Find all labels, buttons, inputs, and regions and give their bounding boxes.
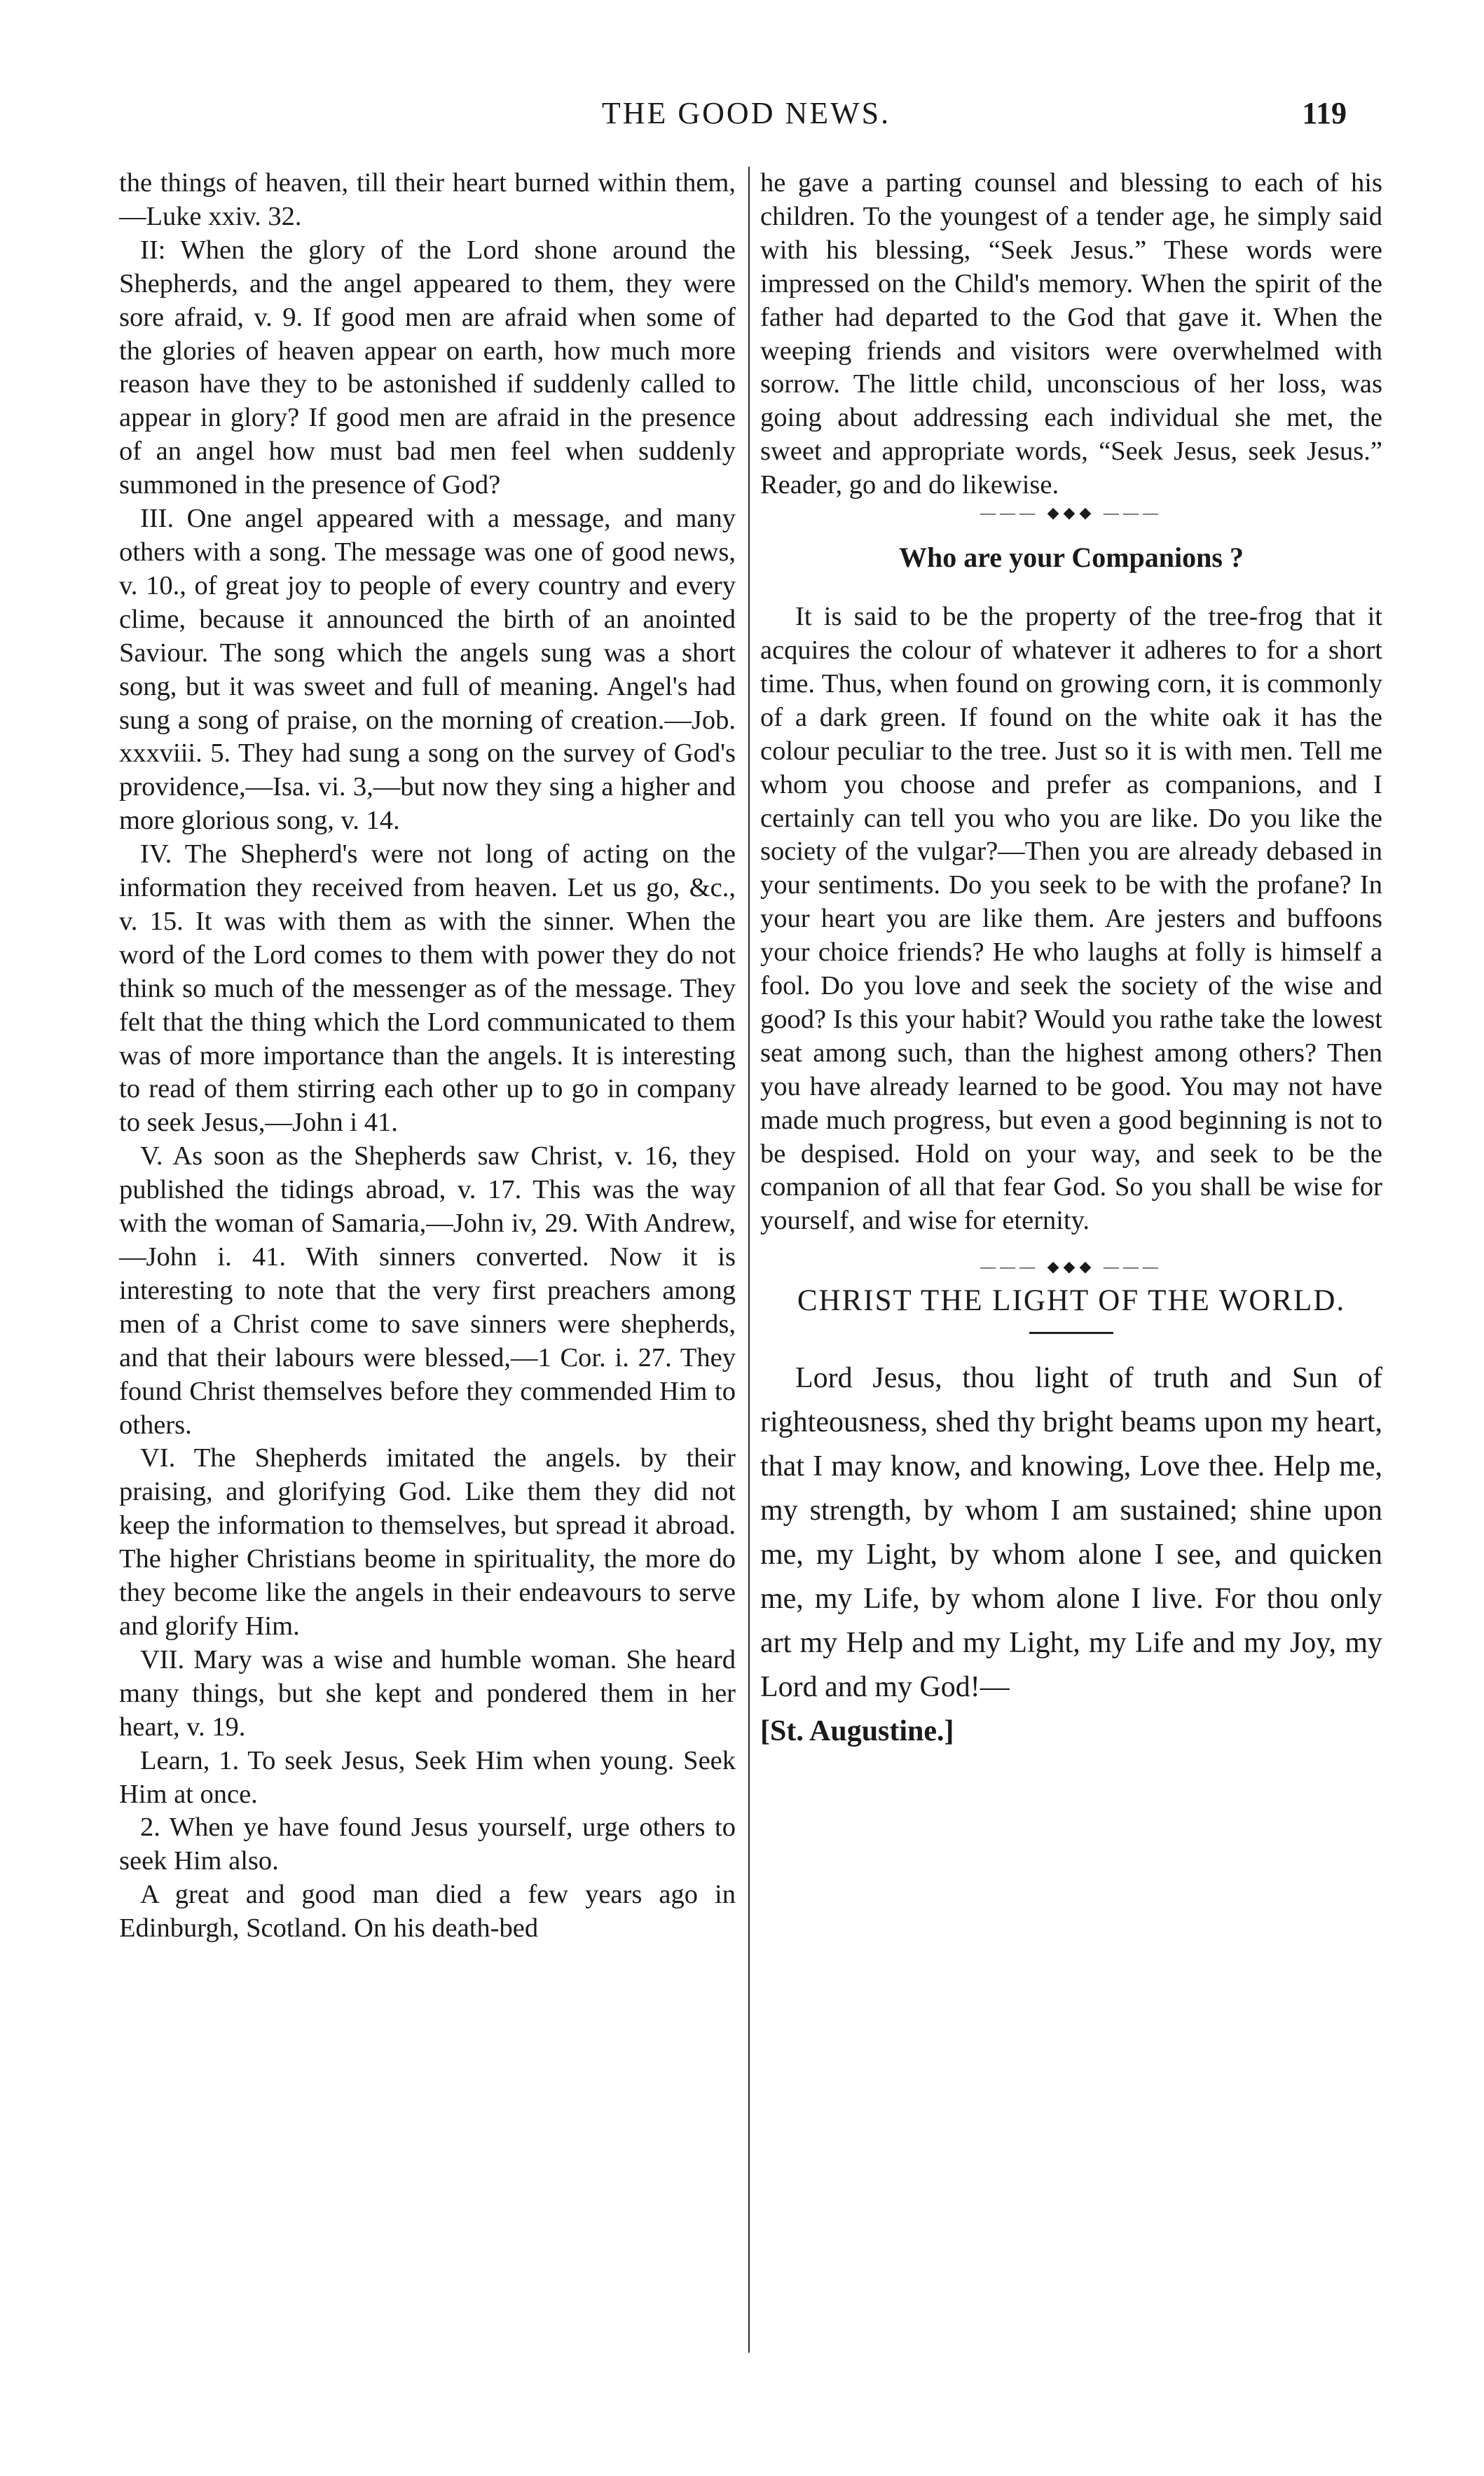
left-paragraph-vi: VI. The Shepherds imitated the angels. by their praising, and glorifying God. Like them they did not keep the information to themselves, but spread it abroad. The higher Christians beome in spirituality, the more do they become like the angels in their endeavours to serve and glorify Him. <box>119 1443 736 1641</box>
page-header <box>119 90 1373 146</box>
right-paragraph-continuation: he gave a parting counsel and blessing to each of his children. To the youngest of a tender age, he simply said with his blessing, “Seek Jesus.” These words were impressed on the Child's memory. When the spirit of the father had departed to the God that gave it. When the weeping friends and visitors were overwhelmed with sorrow. The little child, unconscious of her loss, was going about addressing each individual she met, the sweet and appropriate words, “Seek Jesus, seek Jesus.” Reader, go and do likewise. <box>760 168 1382 500</box>
prayer-paragraph: Lord Jesus, thou light of truth and Sun of righteousness, shed thy bright beams upon my heart, that I may know, and knowing, Love thee. Help me, my strength, by whom I am sustained; shine upon me, my Light, by whom alone I see, and quicken me, my Life, by whom alone I live. For thou only art my Help and my Light, my Life and my Joy, my Lord and my God!— <box>760 1362 1382 1704</box>
companions-paragraph: It is said to be the property of the tree-frog that it acquires the colour of whatever it adheres to for a short time. Thus, when found on growing corn, it is commonly of a dark green. If found on the white oak it has the colour peculiar to the tree. Just so it is with men. Tell me whom you choose and prefer as companions, and I certainly can tell you who you are like. Do you like the society of the vulgar?—Then you are already debased in your sentiments. Do you seek to be with the profane? In your heart you are like them. Are jesters and buffoons your choice friends? He who laughs at folly is himself a fool. Do you love and seek the society of the wise and good? Is this your habit? Would you rathe take the lowest seat among such, than the highest among others? Then you have already learned to be good. You may not have made much progress, but even a good beginning is not to be despised. Hold on your way, and seek to be the companion of all that fear God. So you shall be wise for yourself, and wise for eternity. <box>760 602 1382 1236</box>
left-paragraph-vii: VII. Mary was a wise and humble woman. She heard many things, but she kept and pondered them in her heart, v. 19. <box>119 1644 736 1742</box>
attribution: [St. Augustine.] <box>760 1715 954 1748</box>
page-number: 119 <box>1302 96 1347 130</box>
column-divider <box>748 167 750 2353</box>
left-paragraph-ii: II: When the glory of the Lord shone around the Shepherds, and the angel appeared to them, they were sore afraid, v. 9. If good men are afraid when some of the glories of heaven appear on earth, how much more reason have they to be astonished if suddenly called to appear in glory? If good men are afraid in the presence of an angel how must bad men feel when suddenly summoned in the presence of God? <box>119 235 736 500</box>
left-paragraph-iv: IV. The Shepherd's were not long of acting on the information they received from heaven. Let us go, &c., v. 15. It was with them as with the sinner. When the word of the Lord comes to them with power they do not think so much of the messenger as of the message. They felt that the thing which the Lord communicated to them was of more importance than the angels. It is interesting to read of them stirring each other up to go in company to seek Jesus,—John i 41. <box>119 839 736 1138</box>
left-paragraph-anecdote: A great and good man died a few years ago in Edinburgh, Scotland. On his death-bed <box>119 1880 736 1944</box>
running-title: THE GOOD NEWS. <box>601 96 891 130</box>
left-column <box>119 167 736 1946</box>
section-title-companions: Who are your Companions ? <box>899 542 1244 574</box>
poem-title: CHRIST THE LIGHT OF THE WORLD. <box>797 1284 1346 1318</box>
ornament-divider: ——— ◆◆◆ ——— <box>980 1258 1162 1276</box>
left-paragraph-v: V. As soon as the Shepherds saw Christ, v. 16, they published the tidings abroad, v. 17. This was the way with the woman of Samaria,—John iv, 29. With Andrew,—John i. 41. With sinners converted. Now it is interesting to note that the very first preachers among men of a Christ come to save sinners were shepherds, and that their labours were blessed,—1 Cor. i. 27. They found Christ themselves before they commended Him to others. <box>119 1141 736 1440</box>
title-rule <box>1029 1332 1113 1334</box>
left-paragraph-learn-2: 2. When ye have found Jesus yourself, urge others to seek Him also. <box>119 1813 736 1876</box>
left-paragraph-iii: III. One angel appeared with a message, and many others with a song. The message was one of good news, v. 10., of great joy to people of every country and every clime, because it announced the birth of an anointed Saviour. The song which the angels sung was a short song, but it was sweet and full of meaning. Angel's had sung a song of praise, on the morning of creation.—Job. xxxviii. 5. They had sung a song on the survey of God's providence,—Isa. vi. 3,—but now they sing a higher and more glorious song, v. 14. <box>119 504 736 836</box>
ornament-divider: ——— ◆◆◆ ——— <box>980 504 1162 522</box>
right-column <box>760 167 1382 1754</box>
left-paragraph-continuation: the things of heaven, till their heart burned within them,—Luke xxiv. 32. <box>119 168 736 231</box>
left-paragraph-learn-1: Learn, 1. To seek Jesus, Seek Him when young. Seek Him at once. <box>119 1745 736 1809</box>
